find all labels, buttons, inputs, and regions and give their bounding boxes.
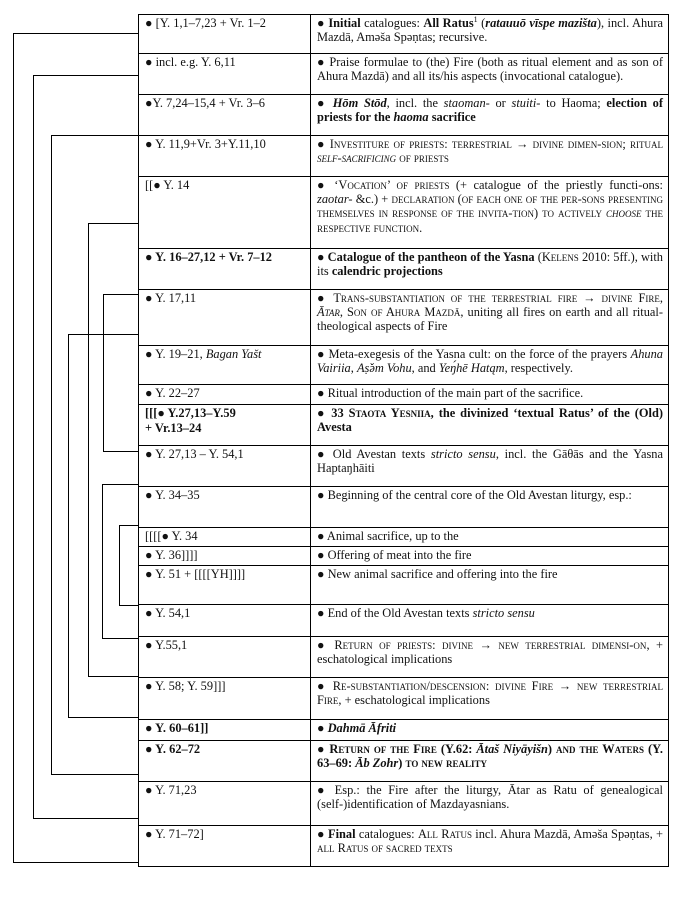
description-segment: Return of priests: divine → new terrestrial dimensi-on [334,638,647,652]
passage-reference-text: ● [Y. 1,1–7,23 + Vr. 1–2 [145,16,267,30]
passage-reference [139,385,311,405]
bracket-old-avestan [103,485,139,639]
passage-reference [139,487,311,528]
passage-reference [139,566,311,605]
description-segment: Ahuna Vairiia [317,347,663,376]
description-segment: Final [328,827,356,841]
passage-reference [139,678,311,720]
table-row [139,528,669,547]
description-segment: or [489,96,512,110]
table-row [139,54,669,95]
liturgy-table [138,14,669,867]
description-segment: , + eschatological implications [317,638,664,667]
bracket-pantheon [104,295,139,452]
passage-reference-text: ● Y. 62–72 [145,742,201,756]
table-row [139,136,669,177]
passage-reference [139,54,311,95]
passage-reference [139,446,311,487]
description-segment: , + eschatological implications [338,693,490,708]
description-segment: All Ratus [417,827,472,841]
description-segment: ratauuō vīspe mazišta [485,16,597,30]
footnote-marker[interactable]: 1 [473,14,478,24]
description-segment: calendric projections [331,264,443,279]
description-segment: ) and the Waters (Y. 63–69: [317,742,663,771]
passage-reference-text: ● Y. 71,23 [145,783,197,797]
description-segment: , respectively. [504,361,573,376]
table-row [139,405,669,446]
description-segment: ● Meta-exegesis of the Yasna cult: on the force of the prayers [317,347,631,361]
table-row [139,249,669,290]
passage-reference-text: [[● Y. 14 [145,178,190,192]
description-segment: stricto sensu [430,447,496,461]
description-segment: choose [606,206,642,221]
table-row [139,446,669,487]
description-segment: Hōm Stōd [332,96,387,110]
description-segment: all Ratus of sacred texts [317,841,453,856]
passage-reference-text: ● Y. 34–35 [145,488,200,502]
passage-reference-text: ● Y. 22–27 [145,386,200,400]
description-segment: (+ catalogue of the priestly functi-ons: [449,178,663,192]
description-segment: haoma [393,110,429,125]
passage-reference [139,741,311,782]
passage-description [311,566,669,605]
table-row [139,782,669,826]
passage-description [311,54,669,95]
description-segment: election of priests for the [317,96,664,125]
description-segment: of priests [396,178,450,192]
passage-reference [139,547,311,566]
passage-description [311,782,669,826]
passage-description [311,249,669,290]
description-segment: declaration (of each one of the per-sons presenting themselves in response of the invita-tion) to actively [317,192,663,221]
table-row [139,826,669,867]
passage-reference-text: ● Y. 36]]]] [145,548,198,562]
description-segment: ● ‘ [317,178,339,192]
description-segment: Aṣ̌əm Vohu [356,361,412,376]
bracket-fire-praise [34,76,139,819]
passage-description [311,136,669,177]
passage-reference-text: ● Y.55,1 [145,638,188,652]
description-segment: Re-substantiation/descension: divine Fire → new terrestrial Fire [317,679,663,708]
passage-description [311,487,669,528]
passage-reference [139,826,311,867]
description-segment: Kelens [541,250,579,264]
description-segment: Ātar [317,305,340,320]
passage-description [311,446,669,487]
bracket-initial-final [14,34,139,863]
description-segment: , incl. the Gāθās and the Yasna Haptaŋhāiti [317,447,663,476]
passage-description [311,678,669,720]
passage-description [311,405,669,446]
table-row [139,566,669,605]
passage-reference [139,95,311,136]
description-segment: Return of the Fire (Y.62: [329,742,477,756]
description-segment: ● [317,679,333,693]
table-row [139,547,669,566]
passage-description [311,826,669,867]
bracket-priests [89,224,139,677]
table-row [139,678,669,720]
passage-reference-text: ● incl. e.g. Y. 6,11 [145,55,236,69]
description-segment: to Haoma; [540,96,607,110]
description-segment: ● New animal sacrifice and offering into the fire [317,567,558,581]
passage-reference [139,249,311,290]
table-row [139,605,669,637]
passage-reference [139,605,311,637]
passage-description [311,605,669,637]
passage-reference [139,177,311,249]
description-segment: self-sacrificing [317,151,397,166]
passage-reference [139,136,311,177]
description-segment: ( [534,250,542,264]
description-segment: ● Old Avestan texts [317,447,431,461]
description-segment: , the divinized ‘textual Ratus’ of the (Old) Avesta [317,406,663,435]
passage-reference [139,405,311,446]
description-segment: ● [317,742,330,756]
description-segment: sacrifice [428,110,476,125]
description-segment: catalogues: [360,16,424,30]
description-segment: stuiti- [511,96,541,110]
description-segment: ● [317,16,329,30]
description-segment: ● 33 [317,406,349,420]
passage-description [311,547,669,566]
description-segment: Āb Zohr [355,756,399,771]
passage-reference-text: [[[[● Y. 34 [145,529,198,543]
description-segment: ● [317,638,335,652]
passage-description [311,95,669,136]
passage-reference-text: [[[● Y.27,13–Y.59 + Vr.13–24 [145,406,236,435]
description-segment: , and [411,361,439,376]
table-row [139,290,669,346]
description-segment: Staota Yesniia [348,406,431,420]
passage-reference-text: ● Y. 51 + [[[[YH]]]] [145,567,246,581]
description-segment: incl. Ahura Mazdā, Aməša Spəṇtas, + [471,827,663,841]
description-segment: Trans-substantiation of the terrestrial fire → divine Fire, [333,291,663,305]
description-segment: Initial [328,16,361,30]
passage-description [311,528,669,547]
passage-description [311,346,669,385]
description-segment: Catalogue of the pantheon of the Yasna [327,250,535,264]
description-segment: zaotar- [317,192,353,207]
table-row [139,741,669,782]
passage-description [311,741,669,782]
passage-reference [139,720,311,741]
passage-reference [139,346,311,385]
table-row [139,15,669,54]
description-segment: Yeŋ́hē Hatąm [438,361,505,376]
description-segment: &c.) + [352,192,392,207]
description-segment: All Ratus [423,16,474,30]
description-segment: ’ [386,178,397,192]
passage-reference-text: ● Y. 71–72] [145,827,204,841]
description-segment: ( [477,16,486,30]
passage-description [311,177,669,249]
description-segment: ● [317,827,329,841]
description-segment: stricto sensu [472,606,535,620]
description-segment: ● [317,96,333,110]
passage-description [311,15,669,54]
table-row [139,95,669,136]
passage-reference [139,782,311,826]
table-body [139,15,669,867]
passage-reference [139,528,311,547]
passage-reference-text: ●Y. 7,24–15,4 + Vr. 3–6 [145,96,265,110]
passage-reference-text: ● Y. 19–21, [145,347,206,361]
description-segment: ● [317,137,330,151]
description-segment: ), incl. Ahura Mazdā, Aməša Spəṇtas; recursive. [317,16,663,45]
description-segment: ● Beginning of the central core of the Old Avestan liturgy, esp.: [317,488,632,502]
passage-description [311,720,669,741]
description-segment: catalogues: [355,827,418,841]
description-segment: , incl. the [386,96,444,110]
passage-reference [139,637,311,678]
description-segment: Vocation [338,178,387,192]
passage-reference-text: ● Y. 11,9+Vr. 3+Y.11,10 [145,137,266,151]
passage-reference-text: ● Y. 17,11 [145,291,197,305]
passage-reference-text: ● Y. 16–27,12 + Vr. 7–12 [145,250,272,264]
passage-reference-text: ● Y. 54,1 [145,606,191,620]
passage-reference [139,15,311,54]
passage-reference-title: Bagan Yašt [205,347,262,361]
description-segment: ) to new reality [398,756,488,771]
description-segment: Investiture of priests: terrestrial → divine dimen-sion; ritual [329,137,663,151]
bracket-central-core [120,526,139,606]
description-segment: Dahmā Āfriti [327,721,397,735]
description-segment: , [350,361,357,376]
description-segment: of priests [396,151,449,166]
table-row [139,720,669,741]
passage-reference [139,290,311,346]
passage-reference-text: ● Y. 27,13 – Y. 54,1 [145,447,244,461]
description-segment: ● Ritual introduction of the main part of the sacrifice. [317,386,584,400]
description-segment: ● [317,291,334,305]
description-segment: ● [317,721,328,735]
description-segment: the respective function. [317,206,664,235]
description-segment: 2010: 5ff.), with its [317,250,663,279]
passage-description [311,290,669,346]
description-segment: ● Offering of meat into the fire [317,548,472,562]
description-segment: , uniting all fires on earth and all ritual-theological aspects of Fire [317,305,664,334]
table-row [139,346,669,385]
description-segment: ● End of the Old Avestan texts [317,606,473,620]
description-segment: ● Animal sacrifice, up to the [317,529,459,543]
table-row [139,177,669,249]
bracket-haoma-return [52,136,139,775]
description-segment: Ātaš Niyāyišn [476,742,548,756]
description-segment: ● Praise formulae to (the) Fire (both as ritual element and as son of Ahura Mazdā) and all its/his aspects (invocational catalogue). [317,55,663,84]
table-row [139,487,669,528]
description-segment: staoman- [443,96,490,110]
description-segment: , Son of Ahura Mazdā [339,305,461,320]
passage-reference-text: ● Y. 60–61]] [145,721,209,735]
passage-description [311,385,669,405]
table-row [139,385,669,405]
table-row [139,637,669,678]
passage-description [311,637,669,678]
description-segment: ● [317,250,328,264]
passage-reference-text: ● Y. 58; Y. 59]]] [145,679,226,693]
description-segment: ● Esp.: the Fire after the liturgy, Ātar as Ratu of genealogical (self-)identification of Mazdayasnians. [317,783,663,812]
